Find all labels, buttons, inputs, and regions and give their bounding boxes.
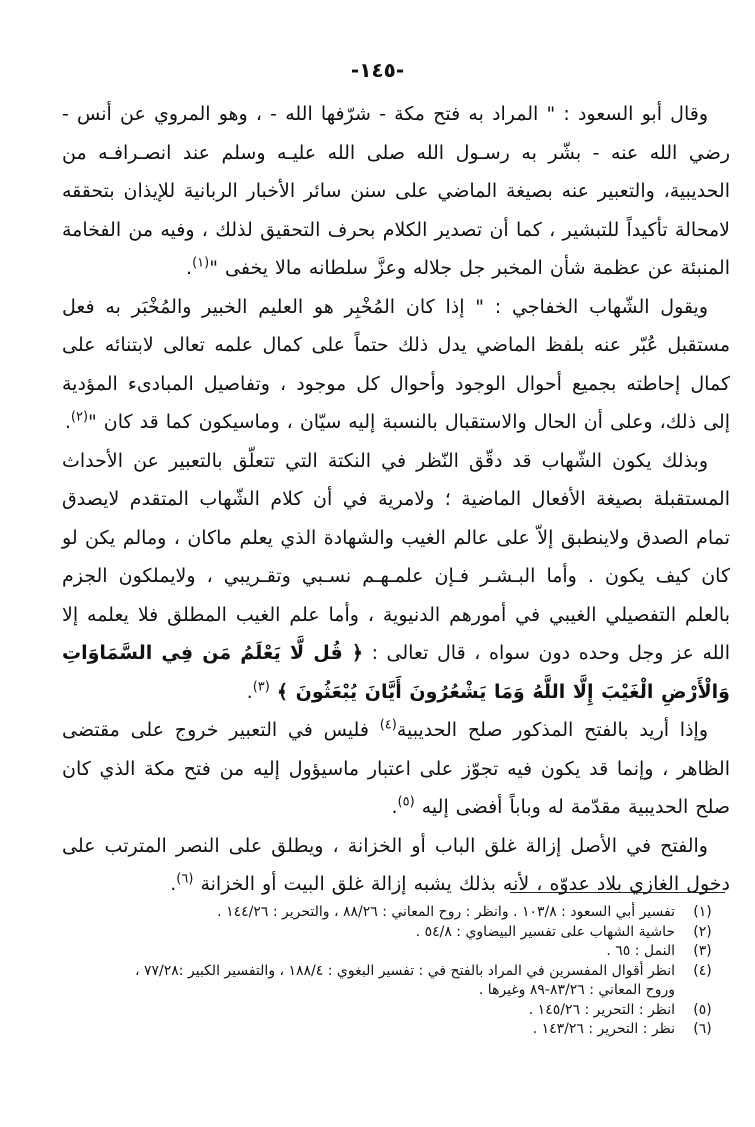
footnote-ref: (٣) (252, 679, 270, 695)
footnote-4-continuation: وروح المعاني : ٨٣/٢٦-٨٩ وغيرها . (478, 982, 675, 998)
footnote-number: (٥) (693, 1001, 712, 1018)
paragraph-text: والفتح في الأصل إزالة غلق الباب أو الخزانة ، ويطلق على النصر المترتب على دخول الغازي بلاد عدوّه ، لأنه بذلك يشبه إزالة غلق البيت أو الخزانة (62, 834, 730, 895)
footnote-5 (62, 1001, 730, 1021)
paragraph-text: وإذا أريد بالفتح المذكور صلح الحديبية (396, 719, 708, 741)
page-number: -١٤٥- (350, 58, 405, 82)
footnote-1 (62, 903, 730, 923)
footnote-ref: (١) (192, 255, 210, 271)
footnote-text: تفسير أبي السعود : ١٠٣/٨ . وانظر : روح المعاني : ٨٨/٢٦ ، والتحرير : ١٤٤/٢٦ . (217, 904, 675, 920)
footnote-ref: (٢) (70, 409, 89, 425)
footnote-text: النمل : ٦٥ . (606, 943, 675, 959)
paragraph-text-continued: فليس في التعبير خروج على مقتضى الظاهر ، وإنما قد يكون فيه تجوّز على اعتبار ماسيؤول إليه من فتح مكة الذي كان صلح الحديبية مقدّمة له وباباً أفضى إليه (62, 719, 730, 818)
paragraph-end: . (186, 257, 193, 279)
paragraph-3 (62, 442, 730, 712)
paragraph-end: . (391, 796, 398, 818)
paragraph-end: . (246, 680, 253, 703)
quran-verse: ﴿ قُل لَّا يَعْلَمُ مَن فِي السَّمَاوَاتِ وَالْأَرْضِ الْغَيْبَ إِلَّا اللَّهُ وَمَا يَشْعُرُونَ أَيَّانَ يُبْعَثُونَ ﴾ (62, 642, 730, 703)
footnote-text: انظر : التحرير : ١٤٥/٢٦ . (528, 1001, 675, 1018)
paragraph-end: . (64, 411, 71, 433)
footnote-text: انظر أقوال المفسرين في المراد بالفتح في : تفسير البغوي : ١٨٨/٤ ، والتفسير الكبير :٧٧/٢٨ ، (134, 962, 675, 979)
paragraph-1 (62, 95, 730, 288)
paragraph-text: وقال أبو السعود : " المراد به فتح مكة - شرّفها الله - ، وهو المروي عن أنس - رضي الله عنه - بشّر به رسـول الله صلى الله عليـه وسلم عند انصـرافـه من الحديبية، والتعبير عنه بصيغة الماضي على سنن سائر الأخبار الربانية للإيذان بتحققه لامحالة تأكيداً للتبشير ، كما أن تصدير الكلام بحرف التحقيق لذلك ، وفيه من الفخامة المنبئة عن عظمة شأن المخبر جل جلاله وعزَّ سلطانه مالا يخفى " (62, 103, 730, 279)
footnote-4 (62, 962, 730, 982)
footnotes (62, 903, 730, 1040)
footnote-number: (٤) (693, 962, 712, 979)
footnote-text: نظر : التحرير : ١٤٣/٢٦ . (532, 1021, 675, 1037)
paragraph-end: . (170, 873, 177, 895)
footnote-text: حاشية الشهاب على تفسير البيضاوي : ٥٤/٨ . (415, 923, 675, 940)
paragraph-text: وبذلك يكون الشّهاب قد دقّق النّظر في النكتة التي تتعلّق بالتعبير عن الأحداث المستقبلة بصيغة الأفعال الماضية ؛ ولامرية في أن كلام الشّهاب المتقدم لايصدق تمام الصدق ولاينطبق إلاّ على عالم الغيب والشهادة الذي يعلم ماكان ، ومالم يكن لو كان كيف يكون . وأما البـشـر فـإن علمـهـم نسـبي وتقـريبي ، ولايملكون الجزم بالعلم التفصيلي الغيبي في أمورهم الدنيوية ، وأما علم الغيب المطلق فلا يعلمه إلا الله عز وجل وحده دون سواه ، قال تعالى : (62, 449, 730, 664)
footnote-3 (62, 942, 730, 962)
footnote-2 (62, 923, 730, 943)
footnote-number: (١) (693, 904, 712, 920)
footnote-ref: (٤) (379, 717, 397, 733)
footnote-number: (٦) (693, 1021, 712, 1037)
paragraph-text: ويقول الشّهاب الخفاجي : " إذا كان المُخْبِر هو العليم الخبير والمُخْبَر به فعل مستقبل عُبّر عنه بلفظ الماضي يدل ذلك حتماً على كمال علمه تعالى لابتنائه على كمال إحاطته بجميع أحوال الوجود وأحوال كل موجود ، وتفاصيل المبادىء المؤدية إلى ذلك، وعلى أن الحال والاستقبال بالنسبة إليه سيّان ، وماسيكون كما قد كان " (62, 295, 730, 433)
footnote-separator (510, 892, 725, 893)
paragraph-4 (62, 711, 730, 827)
footnote-number: (٣) (693, 943, 712, 959)
footnote-6 (62, 1020, 730, 1040)
main-text (62, 95, 730, 904)
paragraph-2 (62, 288, 730, 442)
footnote-number: (٢) (693, 923, 712, 940)
footnote-ref: (٥) (397, 794, 415, 810)
footnote-ref: (٦) (176, 871, 194, 887)
